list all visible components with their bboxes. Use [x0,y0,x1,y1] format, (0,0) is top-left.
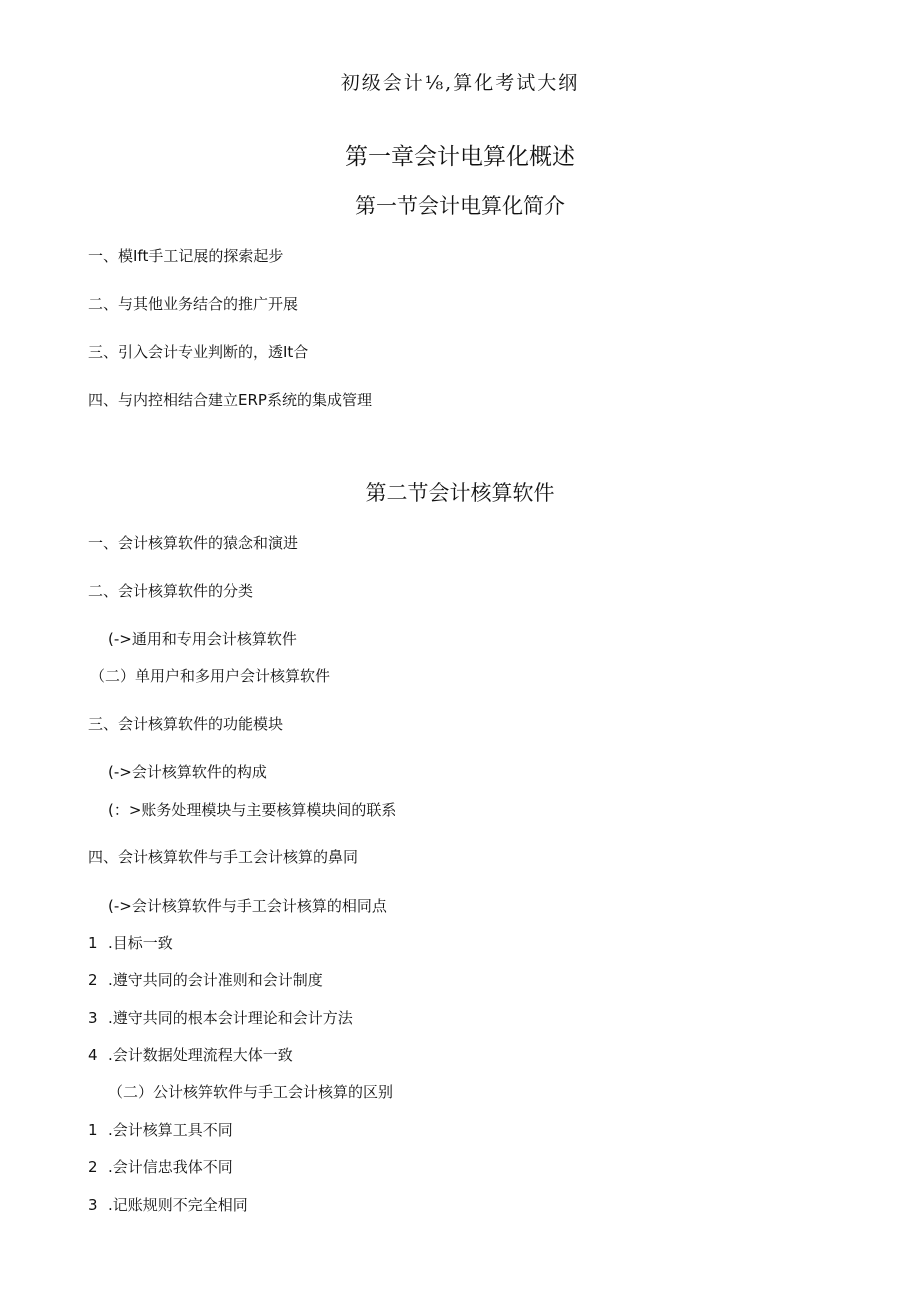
point-text: .目标一致 [108,934,173,952]
point-text: .会计信忠我体不同 [108,1158,233,1176]
section-2-subheading: (->会计核算软件与手工会计核算的相同点 [108,897,387,915]
point-text: .会计核算工具不同 [108,1121,233,1139]
numbered-point [88,1157,233,1177]
numbered-point [88,1195,248,1215]
section-1-item: 三、引入会计专业判断的，透It合 [88,343,309,361]
point-number: 4 [88,1046,98,1064]
point-number: 2 [88,1158,98,1176]
section-1-item: 一、模Ift手工记展的探索起步 [88,247,284,265]
point-text: .会计数据处理流程大体一致 [108,1046,293,1064]
numbered-point [88,1120,233,1140]
point-number: 2 [88,971,98,989]
section-2-heading: 二、会计核算软件的分类 [88,582,254,600]
section-2-subheading: (->通用和专用会计核算软件 [108,630,297,648]
numbered-point [88,1008,353,1028]
point-number: 3 [88,1009,98,1027]
section-2-heading: 三、会计核算软件的功能模块 [88,715,284,733]
section-2-title: 第二节会计核算软件 [365,481,555,505]
section-1-item: 二、与其他业务结合的推广开展 [88,295,299,313]
numbered-point [88,970,323,990]
numbered-point [88,1045,293,1065]
section-2-subheading: （二）单用户和多用户会计核算软件 [90,667,331,685]
numbered-point [88,933,173,953]
chapter-title: 第一章会计电算化概述 [345,144,575,170]
point-number: 3 [88,1196,98,1214]
document-title: 初级会计⅛,算化考试大纲 [340,72,580,94]
point-text: .记账规则不完全相同 [108,1196,248,1214]
section-2-subheading: （二）公计核笄软件与手工会计核算的区别 [108,1083,394,1101]
point-number: 1 [88,934,98,952]
point-text: .遵守共同的根本会计理论和会计方法 [108,1009,353,1027]
point-text: .遵守共同的会计准则和会计制度 [108,971,323,989]
section-1-title: 第一节会计电算化简介 [355,194,565,218]
section-1-item: 四、与内控相结合建立ERP系统的集成管理 [88,391,372,409]
section-2-heading: 四、会计核算软件与手工会计核算的鼻同 [88,848,359,866]
section-2-heading: 一、会计核算软件的猿念和演进 [88,534,299,552]
section-2-subheading: (->会计核算软件的构成 [108,763,267,781]
point-number: 1 [88,1121,98,1139]
section-2-subheading: (：>账务处理模块与主要核算模块间的联系 [108,801,397,819]
